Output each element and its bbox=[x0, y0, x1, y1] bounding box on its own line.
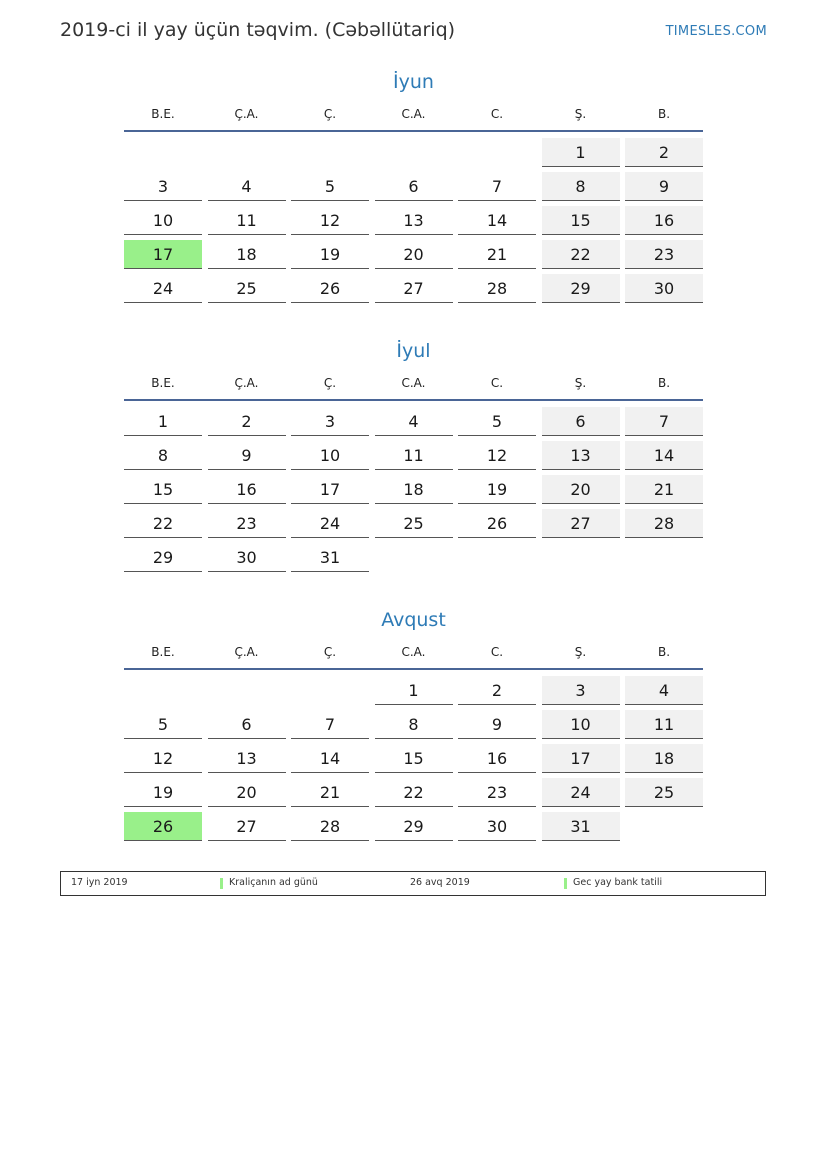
month-block bbox=[124, 337, 703, 572]
day-cell: 1 bbox=[375, 676, 453, 705]
legend-date: 17 iyn 2019 bbox=[71, 877, 128, 888]
day-cell: 12 bbox=[291, 206, 369, 235]
weekday-label: B.E. bbox=[151, 107, 175, 121]
holiday-marker bbox=[564, 878, 567, 889]
day-cell: 26 bbox=[291, 274, 369, 303]
day-cell: 11 bbox=[625, 710, 703, 739]
day-cell: 6 bbox=[375, 172, 453, 201]
day-cell: 25 bbox=[625, 778, 703, 807]
day-cell: 18 bbox=[625, 744, 703, 773]
day-cell: 17 bbox=[291, 475, 369, 504]
empty-cell bbox=[291, 676, 369, 705]
weekday-label: B.E. bbox=[151, 376, 175, 390]
weekday-label: Ş. bbox=[574, 107, 587, 121]
month-title: İyul bbox=[396, 340, 431, 362]
weekday-label: B. bbox=[657, 376, 671, 390]
day-cell: 25 bbox=[375, 509, 453, 538]
day-cell: 18 bbox=[208, 240, 286, 269]
day-cell: 28 bbox=[625, 509, 703, 538]
day-cell: 29 bbox=[124, 543, 202, 572]
day-cell: 8 bbox=[375, 710, 453, 739]
day-cell: 7 bbox=[458, 172, 536, 201]
day-cell: 12 bbox=[458, 441, 536, 470]
day-cell: 22 bbox=[375, 778, 453, 807]
weekday-label: Ç. bbox=[323, 107, 337, 121]
day-cell: 24 bbox=[291, 509, 369, 538]
weekday-label: Ç.A. bbox=[234, 645, 259, 659]
day-cell: 14 bbox=[458, 206, 536, 235]
day-cell: 30 bbox=[458, 812, 536, 841]
month-block bbox=[124, 606, 703, 841]
day-cell: 13 bbox=[375, 206, 453, 235]
day-cell: 16 bbox=[208, 475, 286, 504]
day-cell: 4 bbox=[625, 676, 703, 705]
day-cell: 19 bbox=[124, 778, 202, 807]
day-cell: 16 bbox=[625, 206, 703, 235]
weekday-header bbox=[124, 642, 703, 670]
day-cell: 24 bbox=[542, 778, 620, 807]
weekday-label: B. bbox=[657, 645, 671, 659]
day-cell: 10 bbox=[124, 206, 202, 235]
day-cell: 24 bbox=[124, 274, 202, 303]
day-cell: 17 bbox=[542, 744, 620, 773]
legend-label: Gec yay bank tatili bbox=[573, 877, 663, 888]
weekday-label: C.A. bbox=[401, 107, 426, 121]
day-cell: 10 bbox=[542, 710, 620, 739]
weekday-label: Ç. bbox=[323, 645, 337, 659]
weekday-label: Ç.A. bbox=[234, 107, 259, 121]
day-cell: 13 bbox=[208, 744, 286, 773]
day-cell: 8 bbox=[124, 441, 202, 470]
weekday-label: C. bbox=[490, 645, 504, 659]
day-cell: 19 bbox=[458, 475, 536, 504]
day-cell: 6 bbox=[542, 407, 620, 436]
month-title: İyun bbox=[393, 71, 434, 93]
day-cell: 30 bbox=[625, 274, 703, 303]
day-cell: 28 bbox=[291, 812, 369, 841]
weekday-label: Ş. bbox=[574, 645, 587, 659]
day-cell: 9 bbox=[458, 710, 536, 739]
holiday-day-cell: 26 bbox=[124, 812, 202, 841]
day-cell: 14 bbox=[291, 744, 369, 773]
day-cell: 9 bbox=[625, 172, 703, 201]
day-grid bbox=[124, 138, 703, 303]
day-grid bbox=[124, 676, 703, 841]
day-cell: 1 bbox=[542, 138, 620, 167]
empty-cell bbox=[291, 138, 369, 167]
weekday-label: B. bbox=[657, 107, 671, 121]
day-cell: 2 bbox=[458, 676, 536, 705]
day-cell: 16 bbox=[458, 744, 536, 773]
day-cell: 3 bbox=[291, 407, 369, 436]
day-cell: 11 bbox=[208, 206, 286, 235]
empty-cell bbox=[124, 138, 202, 167]
day-cell: 19 bbox=[291, 240, 369, 269]
day-cell: 20 bbox=[542, 475, 620, 504]
day-cell: 3 bbox=[542, 676, 620, 705]
day-cell: 5 bbox=[124, 710, 202, 739]
day-cell: 30 bbox=[208, 543, 286, 572]
day-cell: 4 bbox=[208, 172, 286, 201]
day-cell: 22 bbox=[124, 509, 202, 538]
day-cell: 7 bbox=[625, 407, 703, 436]
weekday-label: Ş. bbox=[574, 376, 587, 390]
day-cell: 28 bbox=[458, 274, 536, 303]
empty-cell bbox=[124, 676, 202, 705]
weekday-label: Ç. bbox=[323, 376, 337, 390]
day-cell: 15 bbox=[375, 744, 453, 773]
legend-label: Kraliçanın ad günü bbox=[229, 877, 318, 888]
weekday-label: C.A. bbox=[401, 376, 426, 390]
empty-cell bbox=[375, 138, 453, 167]
weekday-label: Ç.A. bbox=[234, 376, 259, 390]
legend-date: 26 avq 2019 bbox=[410, 877, 470, 888]
empty-cell bbox=[458, 138, 536, 167]
month-block bbox=[124, 68, 703, 303]
day-cell: 15 bbox=[124, 475, 202, 504]
weekday-label: C. bbox=[490, 376, 504, 390]
day-cell: 11 bbox=[375, 441, 453, 470]
day-cell: 20 bbox=[208, 778, 286, 807]
day-cell: 29 bbox=[375, 812, 453, 841]
holiday-day-cell: 17 bbox=[124, 240, 202, 269]
day-cell: 23 bbox=[625, 240, 703, 269]
day-cell: 12 bbox=[124, 744, 202, 773]
day-cell: 22 bbox=[542, 240, 620, 269]
day-cell: 1 bbox=[124, 407, 202, 436]
day-cell: 31 bbox=[291, 543, 369, 572]
day-cell: 14 bbox=[625, 441, 703, 470]
day-cell: 27 bbox=[208, 812, 286, 841]
month-title: Avqust bbox=[381, 609, 446, 631]
brand-link[interactable]: TIMESLES.COM bbox=[665, 24, 767, 39]
day-cell: 2 bbox=[208, 407, 286, 436]
day-cell: 5 bbox=[458, 407, 536, 436]
day-cell: 20 bbox=[375, 240, 453, 269]
day-cell: 2 bbox=[625, 138, 703, 167]
day-cell: 26 bbox=[458, 509, 536, 538]
holiday-legend bbox=[60, 871, 766, 896]
day-grid bbox=[124, 407, 703, 572]
weekday-label: C. bbox=[490, 107, 504, 121]
day-cell: 21 bbox=[291, 778, 369, 807]
day-cell: 4 bbox=[375, 407, 453, 436]
weekday-label: B.E. bbox=[151, 645, 175, 659]
day-cell: 29 bbox=[542, 274, 620, 303]
day-cell: 18 bbox=[375, 475, 453, 504]
day-cell: 25 bbox=[208, 274, 286, 303]
day-cell: 7 bbox=[291, 710, 369, 739]
day-cell: 23 bbox=[208, 509, 286, 538]
weekday-header bbox=[124, 373, 703, 401]
day-cell: 8 bbox=[542, 172, 620, 201]
page-title: 2019-ci il yay üçün təqvim. (Cəbəllütariq) bbox=[60, 19, 456, 41]
empty-cell bbox=[208, 676, 286, 705]
holiday-marker bbox=[220, 878, 223, 889]
day-cell: 13 bbox=[542, 441, 620, 470]
day-cell: 31 bbox=[542, 812, 620, 841]
day-cell: 9 bbox=[208, 441, 286, 470]
weekday-label: C.A. bbox=[401, 645, 426, 659]
day-cell: 27 bbox=[542, 509, 620, 538]
day-cell: 21 bbox=[458, 240, 536, 269]
day-cell: 23 bbox=[458, 778, 536, 807]
empty-cell bbox=[208, 138, 286, 167]
day-cell: 21 bbox=[625, 475, 703, 504]
day-cell: 6 bbox=[208, 710, 286, 739]
day-cell: 3 bbox=[124, 172, 202, 201]
day-cell: 15 bbox=[542, 206, 620, 235]
day-cell: 10 bbox=[291, 441, 369, 470]
weekday-header bbox=[124, 104, 703, 132]
day-cell: 27 bbox=[375, 274, 453, 303]
day-cell: 5 bbox=[291, 172, 369, 201]
